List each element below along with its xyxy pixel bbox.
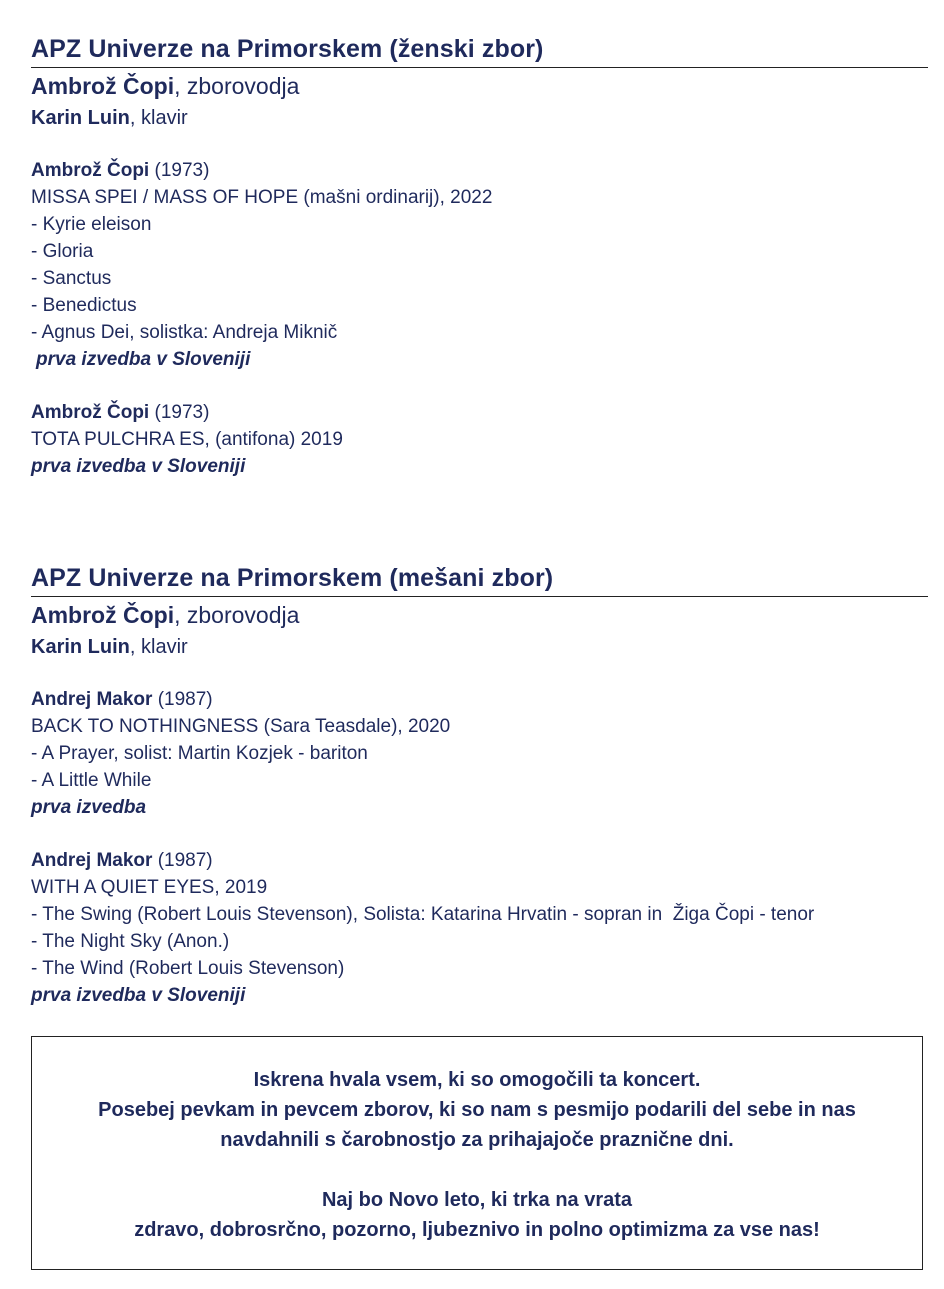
pianist: [31, 632, 928, 662]
composer-line: [31, 157, 928, 184]
conductor: [31, 598, 928, 632]
work-item: [31, 686, 928, 821]
work-part: - The Swing (Robert Louis Stevenson), Solista: Katarina Hrvatin - sopran in Žiga Čopi - tenor: [31, 904, 815, 925]
composer-name: Andrej Makor: [31, 850, 153, 871]
work-part: - Gloria: [31, 241, 94, 262]
work-title: TOTA PULCHRA ES, (antifona) 2019: [31, 429, 343, 450]
composer-years: (1987): [152, 850, 213, 871]
new-year-line: zdravo, dobrosrčno, pozorno, ljubeznivo in polno optimizma za vse nas!: [134, 1219, 820, 1241]
pianist-name: Karin Luin: [31, 636, 130, 658]
work-part: - Benedictus: [31, 295, 137, 316]
work-item: [31, 399, 928, 480]
composer-line: [31, 399, 928, 426]
pianist-name: Karin Luin: [31, 107, 130, 129]
new-year-line: Naj bo Novo leto, ki trka na vrata: [321, 1189, 633, 1211]
pianist: [31, 103, 928, 133]
composer-name: Ambrož Čopi: [31, 160, 150, 181]
work-part: - Sanctus: [31, 268, 112, 289]
work-part: - A Prayer, solist: Martin Kozjek - bariton: [31, 743, 368, 764]
pianist-role: , klavir: [129, 636, 188, 658]
work-title: BACK TO NOTHINGNESS (Sara Teasdale), 2020: [31, 716, 451, 737]
spacer: [32, 1155, 922, 1185]
thanks-line: navdahnili s čarobnostjo za prihajajoče praznične dni.: [220, 1129, 734, 1151]
choir-title: APZ Univerze na Primorskem (ženski zbor): [31, 33, 928, 68]
works-list: [31, 686, 928, 1009]
conductor-role: , zborovodja: [174, 602, 300, 628]
work-item: [31, 847, 928, 1009]
works-list: [31, 157, 928, 480]
work-item: [31, 157, 928, 373]
premiere-note: prva izvedba v Sloveniji: [31, 985, 246, 1006]
program-section-mixed-choir: [31, 562, 928, 1035]
conductor-name: Ambrož Čopi: [31, 73, 175, 99]
composer-years: (1973): [149, 402, 210, 423]
composer-name: Ambrož Čopi: [31, 402, 150, 423]
work-title: WITH A QUIET EYES, 2019: [31, 877, 268, 898]
work-part: - A Little While: [31, 770, 152, 791]
work-part: - Agnus Dei, solistka: Andreja Miknič: [31, 322, 338, 343]
thanks-line: Posebej pevkam in pevcem zborov, ki so nam s pesmijo podarili del sebe in nas: [98, 1099, 856, 1121]
thanks-box: [31, 1036, 923, 1270]
conductor-role: , zborovodja: [174, 73, 300, 99]
premiere-note: prva izvedba v Sloveniji: [31, 456, 246, 477]
pianist-role: , klavir: [129, 107, 188, 129]
composer-line: [31, 847, 928, 874]
work-part: - Kyrie eleison: [31, 214, 152, 235]
composer-name: Andrej Makor: [31, 689, 153, 710]
composer-years: (1973): [149, 160, 210, 181]
thanks-line: Iskrena hvala vsem, ki so omogočili ta koncert.: [253, 1069, 701, 1091]
conductor-name: Ambrož Čopi: [31, 602, 175, 628]
work-part: - The Night Sky (Anon.): [31, 931, 230, 952]
premiere-note: prva izvedba: [31, 797, 147, 818]
work-part: - The Wind (Robert Louis Stevenson): [31, 958, 345, 979]
choir-title: APZ Univerze na Primorskem (mešani zbor): [31, 562, 928, 597]
composer-line: [31, 686, 928, 713]
premiere-note: prva izvedba v Sloveniji: [36, 349, 251, 370]
composer-years: (1987): [152, 689, 213, 710]
work-title: MISSA SPEI / MASS OF HOPE (mašni ordinarij), 2022: [31, 187, 493, 208]
conductor: [31, 69, 928, 103]
program-section-womens-choir: [31, 33, 928, 506]
